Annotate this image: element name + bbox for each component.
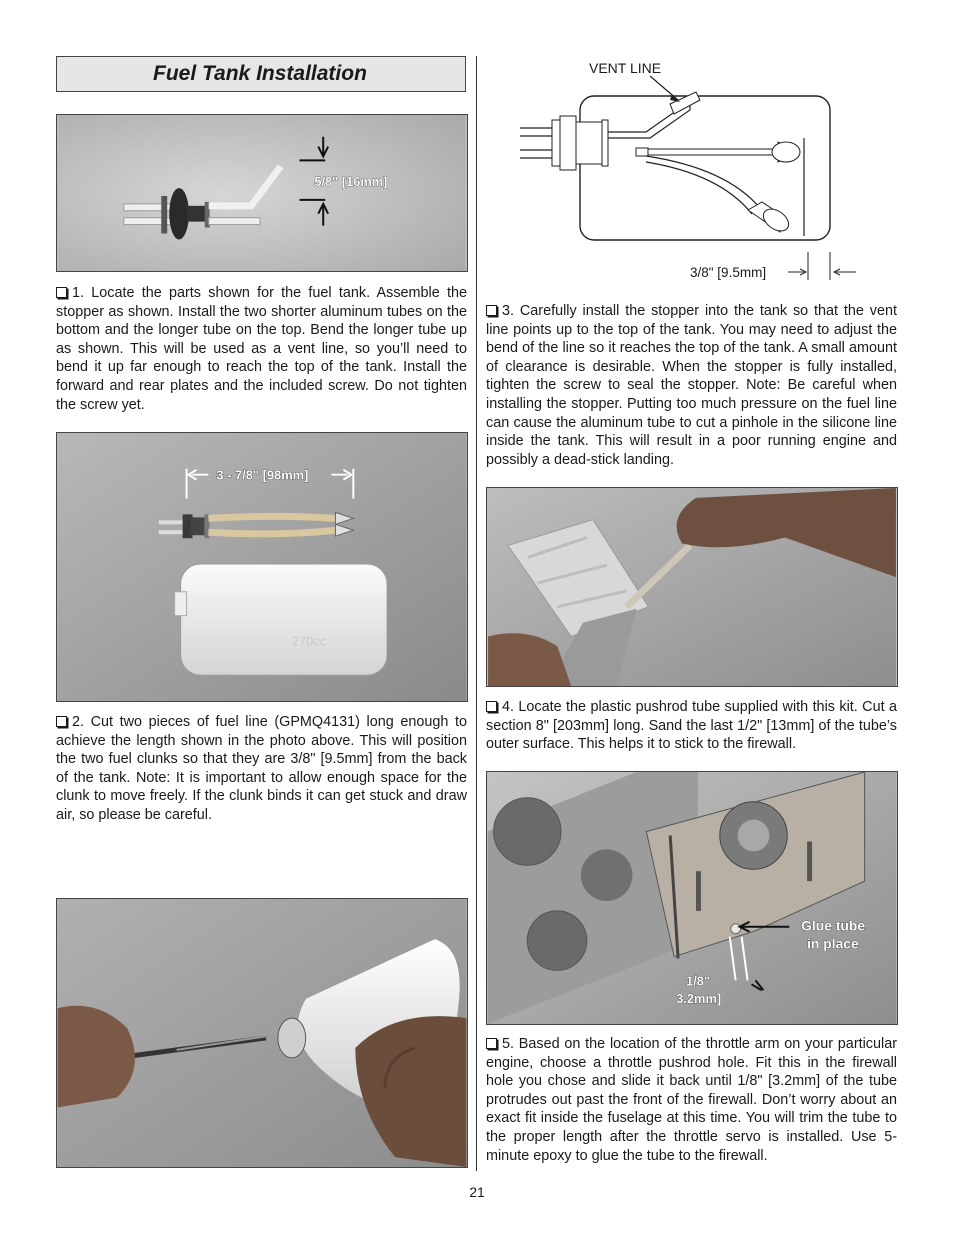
tank-cross-section-svg	[486, 58, 886, 284]
clearance-label: 3/8" [9.5mm]	[690, 265, 767, 280]
photo-stopper-assembly	[56, 114, 468, 272]
step-5	[486, 1035, 897, 1165]
tank-capacity-marking: 270cc	[291, 633, 327, 649]
tank-cross-section-diagram	[486, 58, 886, 284]
photo-fuel-lines-and-tank	[56, 432, 468, 702]
step-4	[486, 698, 897, 754]
fuel-line-length-label: 3 - 7/8" [98mm]	[216, 467, 309, 483]
step-3-checkbox[interactable]	[486, 305, 497, 316]
glue-label-line1: Glue tube	[801, 917, 866, 934]
step-1	[56, 284, 467, 414]
photo-sanding-tube	[486, 487, 898, 687]
step-5-text: 5. Based on the location of the throttle arm on your particular engine, choose a throttle pushrod hole. Fit this in the firewall hole you chose and slide it back until 1/8" [3.2mm] of the tube protrudes out past the front of the firewall. Don’t worry about an exact fit inside the fuselage at this time. You will trim the tube to the proper length after the throttle servo is installed. Use 5-minute epoxy to glue the tube to the firewall.	[486, 1036, 897, 1164]
section-title: Fuel Tank Installation	[153, 62, 367, 85]
glue-label-line2: in place	[807, 935, 859, 952]
firewall-tube-illustration	[487, 772, 897, 1024]
step-1-text: 1. Locate the parts shown for the fuel tank. Assemble the stopper as shown. Install the two shorter aluminum tubes on the bottom and the longer tube on the top. Bend the longer tube up as shown. This will be used as a vent line, so you’ll need to bend it up far enough to reach the top of the tank. Install the forward and rear plates and the included screw. Do not tighten the screw yet.	[56, 285, 467, 413]
step-3-text: 3. Carefully install the stopper into the tank so that the vent line points up to the top of the tank. You may need to adjust the bend of the line so it reaches the top of the tank. A small amount of clearance is desirable. When the stopper is fully installed, tighten the screw to seal the stopper. Note: Be careful when installing the stopper. Putting too much pressure on the fuel line can cause the aluminum tube to cut a pinhole in the silicone line inside the tank. This will result in a poor running engine and possibly a dead-stick landing.	[486, 303, 897, 468]
fuel-lines-illustration	[57, 433, 467, 701]
step-2	[56, 713, 467, 825]
step-4-text: 4. Locate the plastic pushrod tube supplied with this kit. Cut a section 8" [203mm] long. Sand the last 1/2" [13mm] of the tube’s outer surface. This helps it to stick to the firewall.	[486, 699, 897, 753]
stopper-measure-label: 5/8" [16mm]	[314, 174, 388, 190]
installing-stopper-illustration	[57, 899, 467, 1167]
tube-measure-line1: 1/8"	[686, 973, 711, 989]
step-1-checkbox[interactable]	[56, 287, 67, 298]
step-4-checkbox[interactable]	[486, 701, 497, 712]
step-2-text: 2. Cut two pieces of fuel line (GPMQ4131) long enough to achieve the length shown in the photo above. This will position the two fuel clunks so that they are 3/8" [9.5mm] from the back of the tank. Note: It is important to allow enough space for the clunk to move freely. If the clunk binds it can get stuck and draw air, so please be careful.	[56, 714, 467, 823]
step-2-checkbox[interactable]	[56, 716, 67, 727]
page-number: 21	[469, 1184, 485, 1200]
vent-line-label: VENT LINE	[589, 60, 662, 76]
photo-installing-stopper	[56, 898, 468, 1168]
stopper-assembly-illustration	[57, 115, 467, 271]
step-3	[486, 302, 897, 469]
section-title-box	[56, 56, 466, 92]
column-divider	[476, 56, 477, 1171]
sanding-tube-illustration	[487, 488, 897, 686]
tube-measure-line2: 3.2mm]	[676, 991, 722, 1007]
step-5-checkbox[interactable]	[486, 1038, 497, 1049]
photo-firewall-tube	[486, 771, 898, 1025]
